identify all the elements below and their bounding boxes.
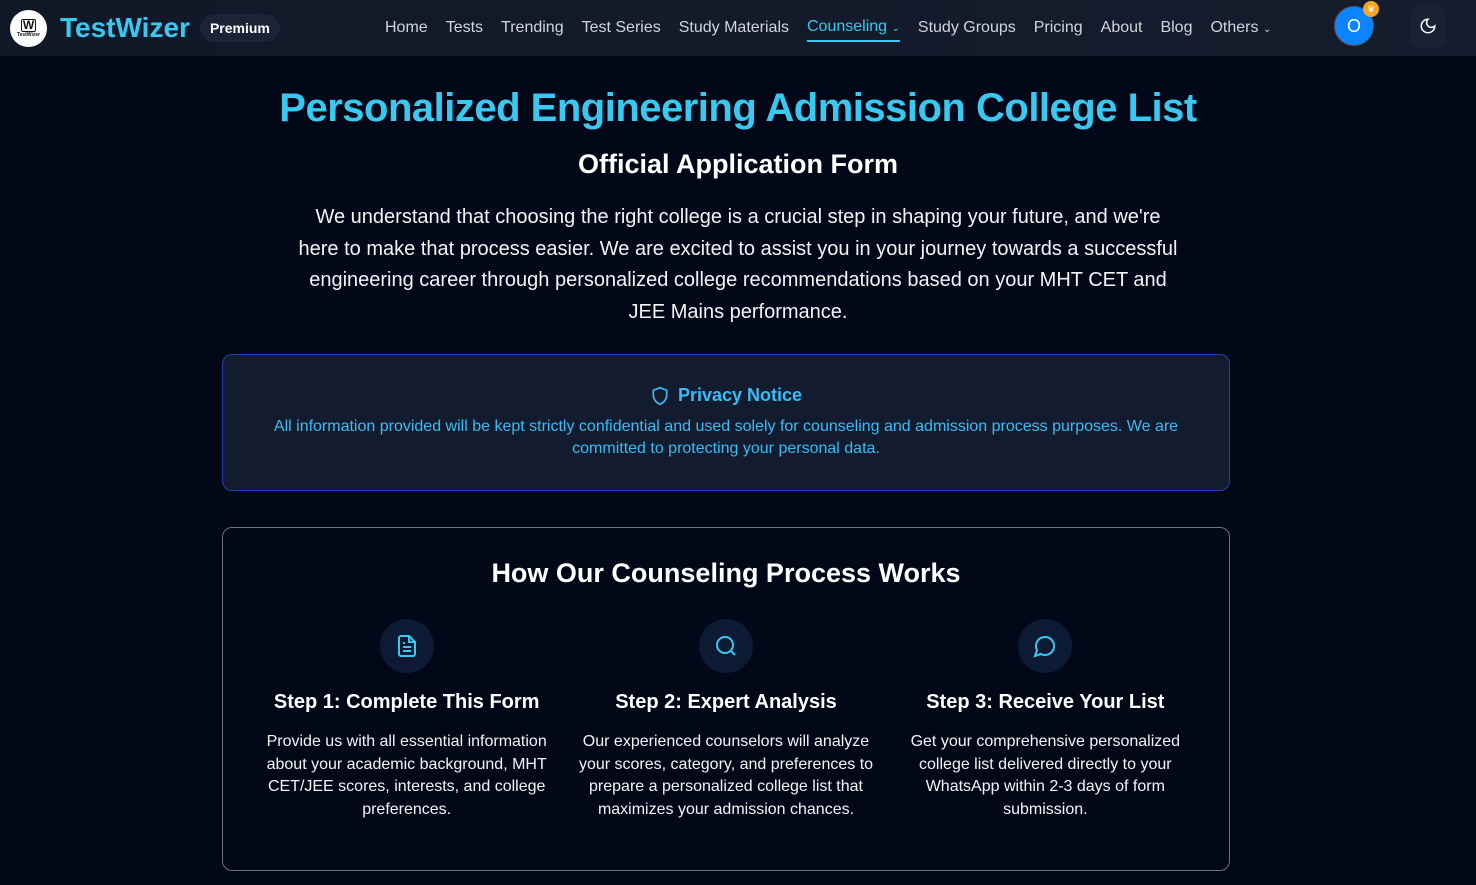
step-text: Provide us with all essential information about your academic background, MHT CET/JEE scores, interests, and college preferences. xyxy=(266,733,547,818)
nav-pricing[interactable]: Pricing xyxy=(1033,19,1083,36)
nav-counseling[interactable] xyxy=(807,14,900,42)
step-title: Step 1: Complete This Form xyxy=(273,691,540,713)
step-text: Get your comprehensive personalized college list delivered directly to your WhatsApp within 2-3 days of form submission. xyxy=(910,733,1181,818)
step-card xyxy=(566,619,885,821)
step-card xyxy=(247,619,566,821)
nav-study-groups[interactable]: Study Groups xyxy=(917,19,1016,36)
nav-about[interactable]: About xyxy=(1100,19,1143,36)
nav-others-label: Others xyxy=(1210,19,1259,36)
nav-links xyxy=(385,0,1271,56)
document-icon xyxy=(395,634,419,658)
nav-blog[interactable]: Blog xyxy=(1160,19,1193,36)
step-title: Step 3: Receive Your List xyxy=(926,691,1165,713)
page-subtitle: Official Application Form xyxy=(577,149,899,179)
avatar[interactable]: O xyxy=(1334,6,1374,46)
step-text: Our experienced counselors will analyze your scores, category, and preferences to prepare a personalized college list that maximizes your admission chances. xyxy=(578,733,874,818)
chevron-down-icon: ⌄ xyxy=(1262,24,1272,35)
theme-toggle-button[interactable] xyxy=(1410,4,1446,48)
nav-study-materials[interactable]: Study Materials xyxy=(678,19,789,36)
chevron-down-icon: ⌄ xyxy=(891,23,900,34)
message-icon xyxy=(1033,634,1057,658)
search-icon xyxy=(714,634,738,658)
process-title: How Our Counseling Process Works xyxy=(491,558,961,588)
moon-icon xyxy=(1419,17,1437,35)
privacy-notice xyxy=(222,354,1230,491)
logo[interactable]: W TestWizer xyxy=(10,10,47,47)
step-title: Step 2: Expert Analysis xyxy=(615,691,837,713)
premium-badge: Premium xyxy=(200,14,280,42)
brand-name[interactable]: TestWizer xyxy=(60,12,190,43)
shield-icon xyxy=(650,386,670,406)
intro-text: We understand that choosing the right college is a crucial step in shaping your future, and we're here to make that process easier. We are excited to assist you in your journey towards a successful engineering career through personalized college recommendations based on your MHT CET and JEE Mains performance. xyxy=(298,206,1178,323)
nav-others[interactable] xyxy=(1210,19,1271,37)
privacy-text: All information provided will be kept strictly confidential and used solely for counseling and admission process purposes. We are committed to protecting your personal data. xyxy=(273,418,1179,457)
step-card xyxy=(886,619,1205,821)
nav-tests[interactable]: Tests xyxy=(445,19,484,36)
crown-icon: ♛ xyxy=(1363,1,1379,17)
nav-test-series[interactable]: Test Series xyxy=(581,19,661,36)
process-section xyxy=(222,527,1230,871)
nav-counseling-label: Counseling xyxy=(807,18,888,35)
logo-text: TestWizer xyxy=(16,31,41,38)
nav-home[interactable]: Home xyxy=(385,19,428,36)
nav-trending[interactable]: Trending xyxy=(501,19,564,36)
navbar xyxy=(0,0,1476,56)
privacy-title: Privacy Notice xyxy=(677,385,803,405)
page-title: Personalized Engineering Admission College List xyxy=(279,86,1197,130)
